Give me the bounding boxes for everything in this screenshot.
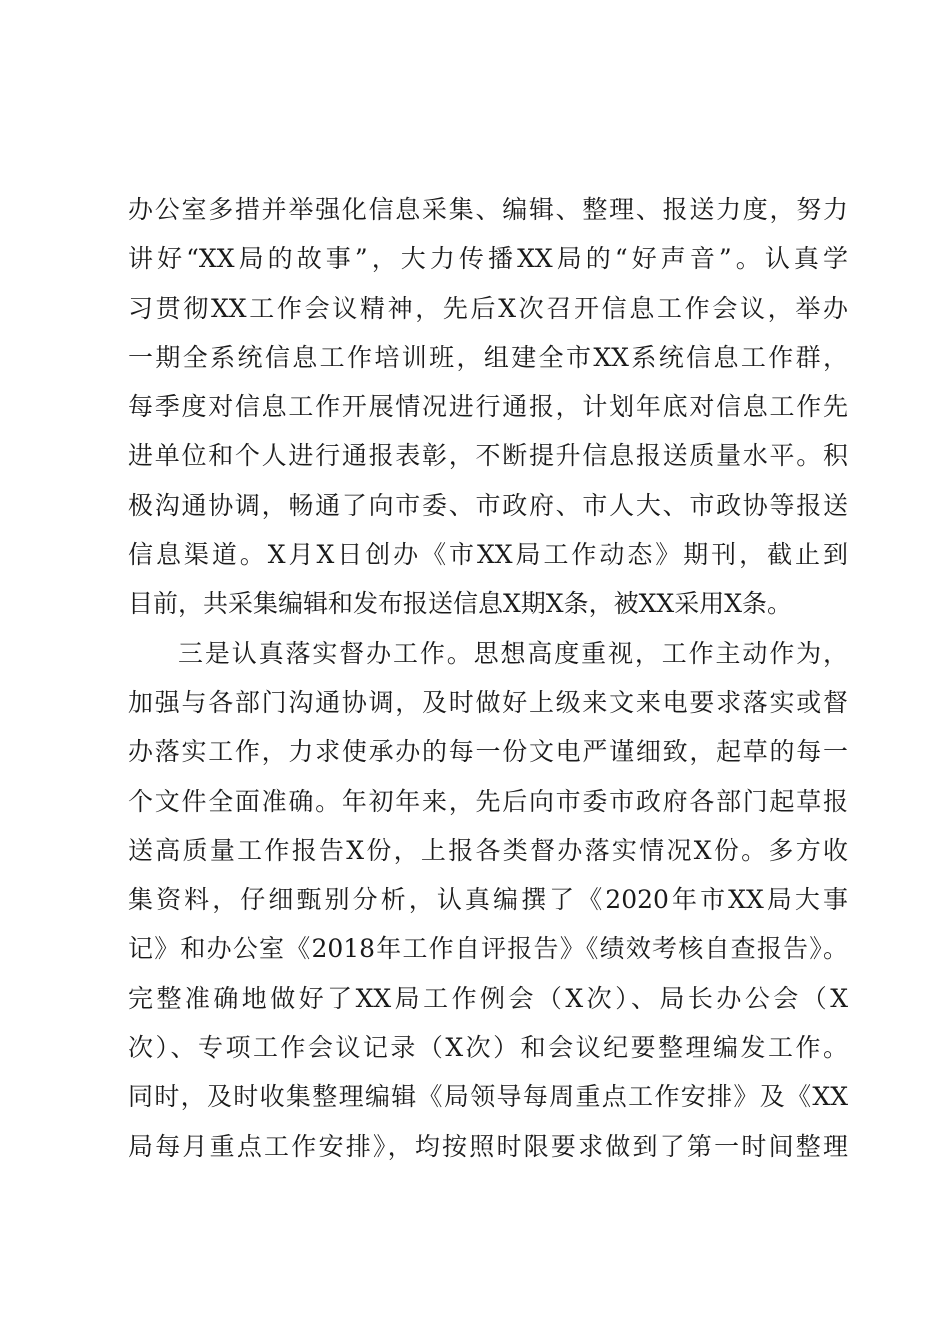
text-line: 每季度对信息工作开展情况进行通报，计划年底对信息工作先 — [128, 392, 848, 422]
text-line: 记》和办公室《2018年工作自评报告》《绩效考核自查报告》。 — [128, 934, 848, 964]
text-line: 局每月重点工作安排》，均按照时限要求做到了第一时间整理 — [128, 1131, 848, 1161]
text-line: 送高质量工作报告X份，上报各类督办落实情况X份。多方收 — [128, 835, 848, 865]
text-line: 进单位和个人进行通报表彰，不断提升信息报送质量水平。积 — [128, 441, 848, 471]
text-line: 办公室多措并举强化信息采集、编辑、整理、报送力度，努力 — [128, 195, 848, 224]
text-line: 集资料，仔细甄别分析，认真编撰了《2020年市XX局大事 — [128, 885, 848, 915]
text-line: 完整准确地做好了XX局工作例会（X次）、局长办公会（X — [128, 983, 848, 1013]
text-line: 同时，及时收集整理编辑《局领导每周重点工作安排》及《XX — [128, 1082, 848, 1112]
text-line: 极沟通协调，畅通了向市委、市政府、市人大、市政协等报送 — [128, 490, 848, 520]
text-line: 加强与各部门沟通协调，及时做好上级来文来电要求落实或督 — [128, 687, 848, 717]
body-text — [128, 185, 848, 1171]
text-line: 目前，共采集编辑和发布报送信息X期X条，被XX采用X条。 — [128, 589, 792, 619]
text-line: 讲好“XX局的故事”，大力传播XX局的“好声音”。认真学 — [128, 244, 848, 274]
paragraph-start-line: 三是认真落实督办工作。思想高度重视，工作主动作为， — [178, 638, 848, 668]
text-line: 个文件全面准确。年初年来，先后向市委市政府各部门起草报 — [128, 786, 848, 816]
text-line: 次）、专项工作会议记录（X次）和会议纪要整理编发工作。 — [128, 1033, 848, 1063]
text-line: 信息渠道。X月X日创办《市XX局工作动态》期刊，截止到 — [128, 540, 848, 570]
text-line: 习贯彻XX工作会议精神，先后X次召开信息工作会议，举办 — [128, 293, 848, 323]
text-line: 一期全系统信息工作培训班，组建全市XX系统信息工作群， — [128, 342, 848, 372]
text-line: 办落实工作，力求使承办的每一份文电严谨细致，起草的每一 — [128, 737, 848, 767]
